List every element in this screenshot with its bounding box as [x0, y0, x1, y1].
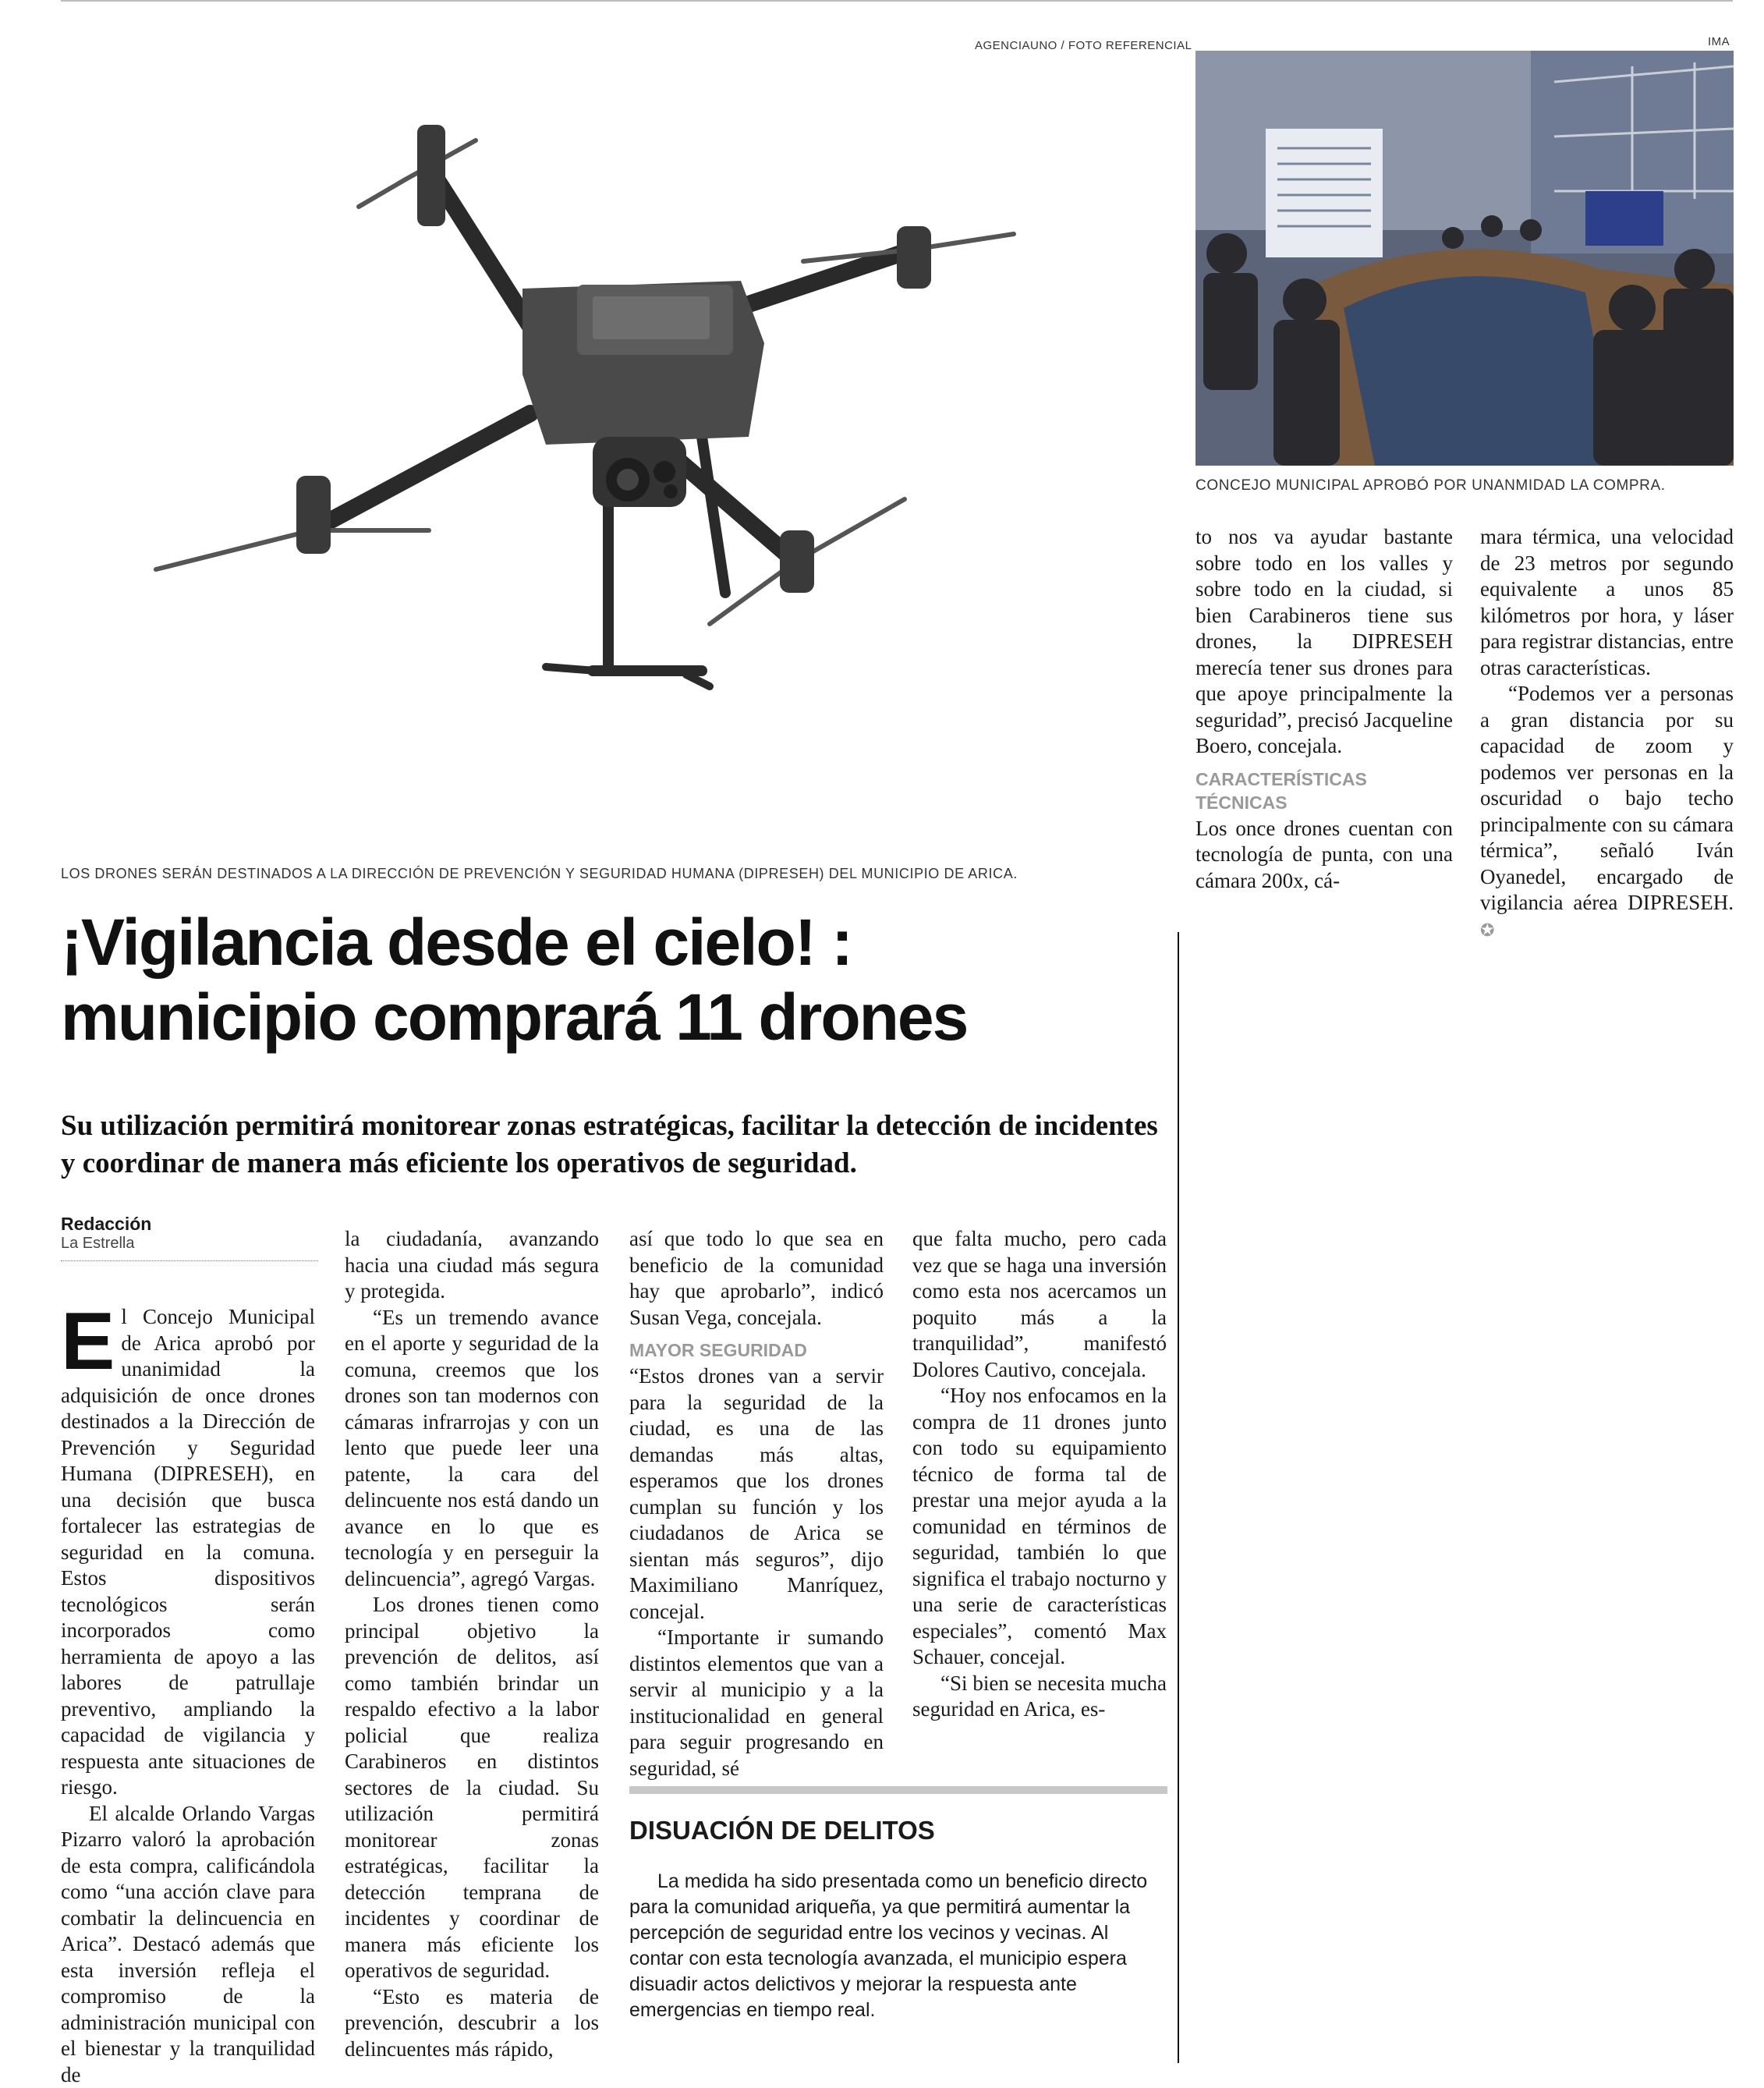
column-1-paragraph-1: El Concejo Municipal de Arica aprobó por unanimidad la adquisición de once drones destinados a la Dirección de Prevención y Seguridad Humana (DIPRESEH), en una decisión que busca fortalecer las estrategias de seguridad en la comuna. Estos dispositivos tecnológicos serán incorporados como herramienta de apoyo a las labores de patrullaje preventivo, ampliando la capacidad de vigilancia y respuesta ante situaciones de riesgo.	[61, 1304, 315, 1801]
sidebar-text: La medida ha sido presentada como un beneficio directo para la comunidad ariqueña, ya que permitirá aumentar la percepción de seguridad entre los vecinos y vecinas. Al contar con esta tecnología avanzada, el municipio espera disuadir actos delictivos y mejorar la respuesta ante emergencias en tiempo real.	[629, 1869, 1167, 2023]
byline-outlet: La Estrella	[61, 1235, 318, 1253]
drop-cap: E	[61, 1309, 115, 1374]
column-2	[345, 1226, 599, 2069]
sidebar-title: DISUACIÓN DE DELITOS	[629, 1816, 1167, 1845]
column-4	[912, 1226, 1167, 1772]
column-3	[629, 1226, 884, 1772]
column-1-paragraph-2: El alcalde Orlando Vargas Pizarro valoró la aprobación de esta compra, calificándola como “una acción clave para combatir la delincuencia en Arica”. Destacó además que esta inversión refleja el compromiso de la administración municipal con el bienestar y la tranquilidad de	[61, 1801, 315, 2088]
column-3-paragraph-1: así que todo lo que sea en beneficio de la comunidad hay que aprobarlo”, indicó Susan Vega, concejala.	[629, 1226, 884, 1331]
column-6-paragraph-2: “Podemos ver a personas a gran distancia por su capacidad de zoom y podemos ver personas en la oscuridad o bajo techo principalmente con su cámara térmica”, señaló Iván Oyanedel, encargado de vigilancia aérea DIPRESEH. ✪	[1480, 681, 1734, 943]
council-photo	[1195, 51, 1734, 466]
column-divider	[1178, 932, 1179, 2063]
council-photo-caption: CONCEJO MUNICIPAL APROBÓ POR UNANMIDAD LA COMPRA.	[1195, 477, 1741, 495]
column-4-paragraph-2: “Hoy nos enfocamos en la compra de 11 drones junto con todo su equipamiento técnico de forma tal de prestar una mejor ayuda a la comunidad en términos de seguridad, también lo que significa el trabajo nocturno y una serie de características especiales”, comentó Max Schauer, concejal.	[912, 1383, 1167, 1671]
drone-photo	[109, 94, 1045, 718]
column-6	[1480, 524, 1734, 945]
column-4-paragraph-1: que falta mucho, pero cada vez que se haga una inversión como esta nos acercamos un poquito más a la tranquilidad”, manifestó Dolores Cautivo, concejala.	[912, 1226, 1167, 1383]
top-rule	[61, 0, 1733, 2]
column-6-paragraph-1: mara térmica, una velocidad de 23 metros por segundo equivalente a unos 85 kilómetros por hora, y láser para registrar distancias, entre otras características.	[1480, 524, 1734, 681]
sidebar-box	[629, 1786, 1167, 2023]
column-2-paragraph-2: “Es un tremendo avance en el aporte y seguridad de la comuna, creemos que los drones son tan modernos con cámaras infrarrojas y con un lento que puede leer una patente, la cara del delincuente nos está dando un avance en lo que es tecnología y en perseguir la delincuencia”, agregó Vargas.	[345, 1305, 599, 1593]
deck: Su utilización permitirá monitorear zonas estratégicas, facilitar la detección de incidentes y coordinar de manera más eficiente los operativos de seguridad.	[61, 1108, 1168, 1182]
column-5	[1195, 524, 1453, 945]
column-3-paragraph-2: “Estos drones van a servir para la seguridad de la ciudad, es una de las demandas más altas, esperamos que los drones cumplan su función y los ciudadanos de Arica se sientan más seguros”, dijo Maximiliano Manríquez, concejal.	[629, 1363, 884, 1625]
sidebar-top-rule	[629, 1786, 1167, 1794]
byline-author: Redacción	[61, 1214, 318, 1235]
column-1	[61, 1304, 315, 2069]
headline-line-2: municipio comprará 11 drones	[61, 980, 1184, 1055]
column-2-paragraph-1: la ciudadanía, avanzando hacia una ciudad más segura y protegida.	[345, 1226, 599, 1305]
byline-rule	[61, 1260, 318, 1261]
end-mark-icon: ✪	[1480, 920, 1494, 940]
drone-photo-credit: AGENCIAUNO / FOTO REFERENCIAL	[975, 39, 1192, 52]
column-5-subhead: CARACTERÍSTICAS TÉCNICAS	[1195, 767, 1398, 814]
column-2-paragraph-3: Los drones tienen como principal objetivo la prevención de delitos, así como también brindar un respaldo efectivo a la labor policial que realiza Carabineros en distintos sectores de la ciudad. Su utilización permitirá monitorear zonas estratégicas, facilitar la detección temprana de incidentes y coordinar de manera más eficiente los operativos de seguridad.	[345, 1592, 599, 1984]
column-2-paragraph-4: “Esto es materia de prevención, descubrir a los delincuentes más rápido,	[345, 1984, 599, 2063]
headline-line-1: ¡Vigilancia desde el cielo! :	[61, 905, 1184, 980]
column-4-paragraph-3: “Si bien se necesita mucha seguridad en Arica, es-	[912, 1671, 1167, 1723]
headline	[61, 905, 1184, 1055]
column-3-subhead: MAYOR SEGURIDAD	[629, 1338, 884, 1362]
council-photo-credit: IMA	[1708, 35, 1730, 48]
column-5-paragraph-2: Los once drones cuentan con tecnología de punta, con una cámara 200x, cá-	[1195, 816, 1453, 895]
column-3-paragraph-3: “Importante ir sumando distintos elementos que van a servir al municipio y a la institucionalidad en general para seguir progresando en seguridad, sé	[629, 1625, 884, 1781]
column-5-paragraph-1: to nos va ayudar bastante sobre todo en los valles y sobre todo en la ciudad, si bien Carabineros tiene sus drones, la DIPRESEH merecía tener sus drones para que apoye principalmente la seguridad”, precisó Jacqueline Boero, concejala.	[1195, 524, 1453, 760]
byline	[61, 1214, 318, 1261]
drone-photo-caption: LOS DRONES SERÁN DESTINADOS A LA DIRECCIÓN DE PREVENCIÓN Y SEGURIDAD HUMANA (DIPRESEH) DEL MUNICIPIO DE ARICA.	[61, 866, 1153, 882]
